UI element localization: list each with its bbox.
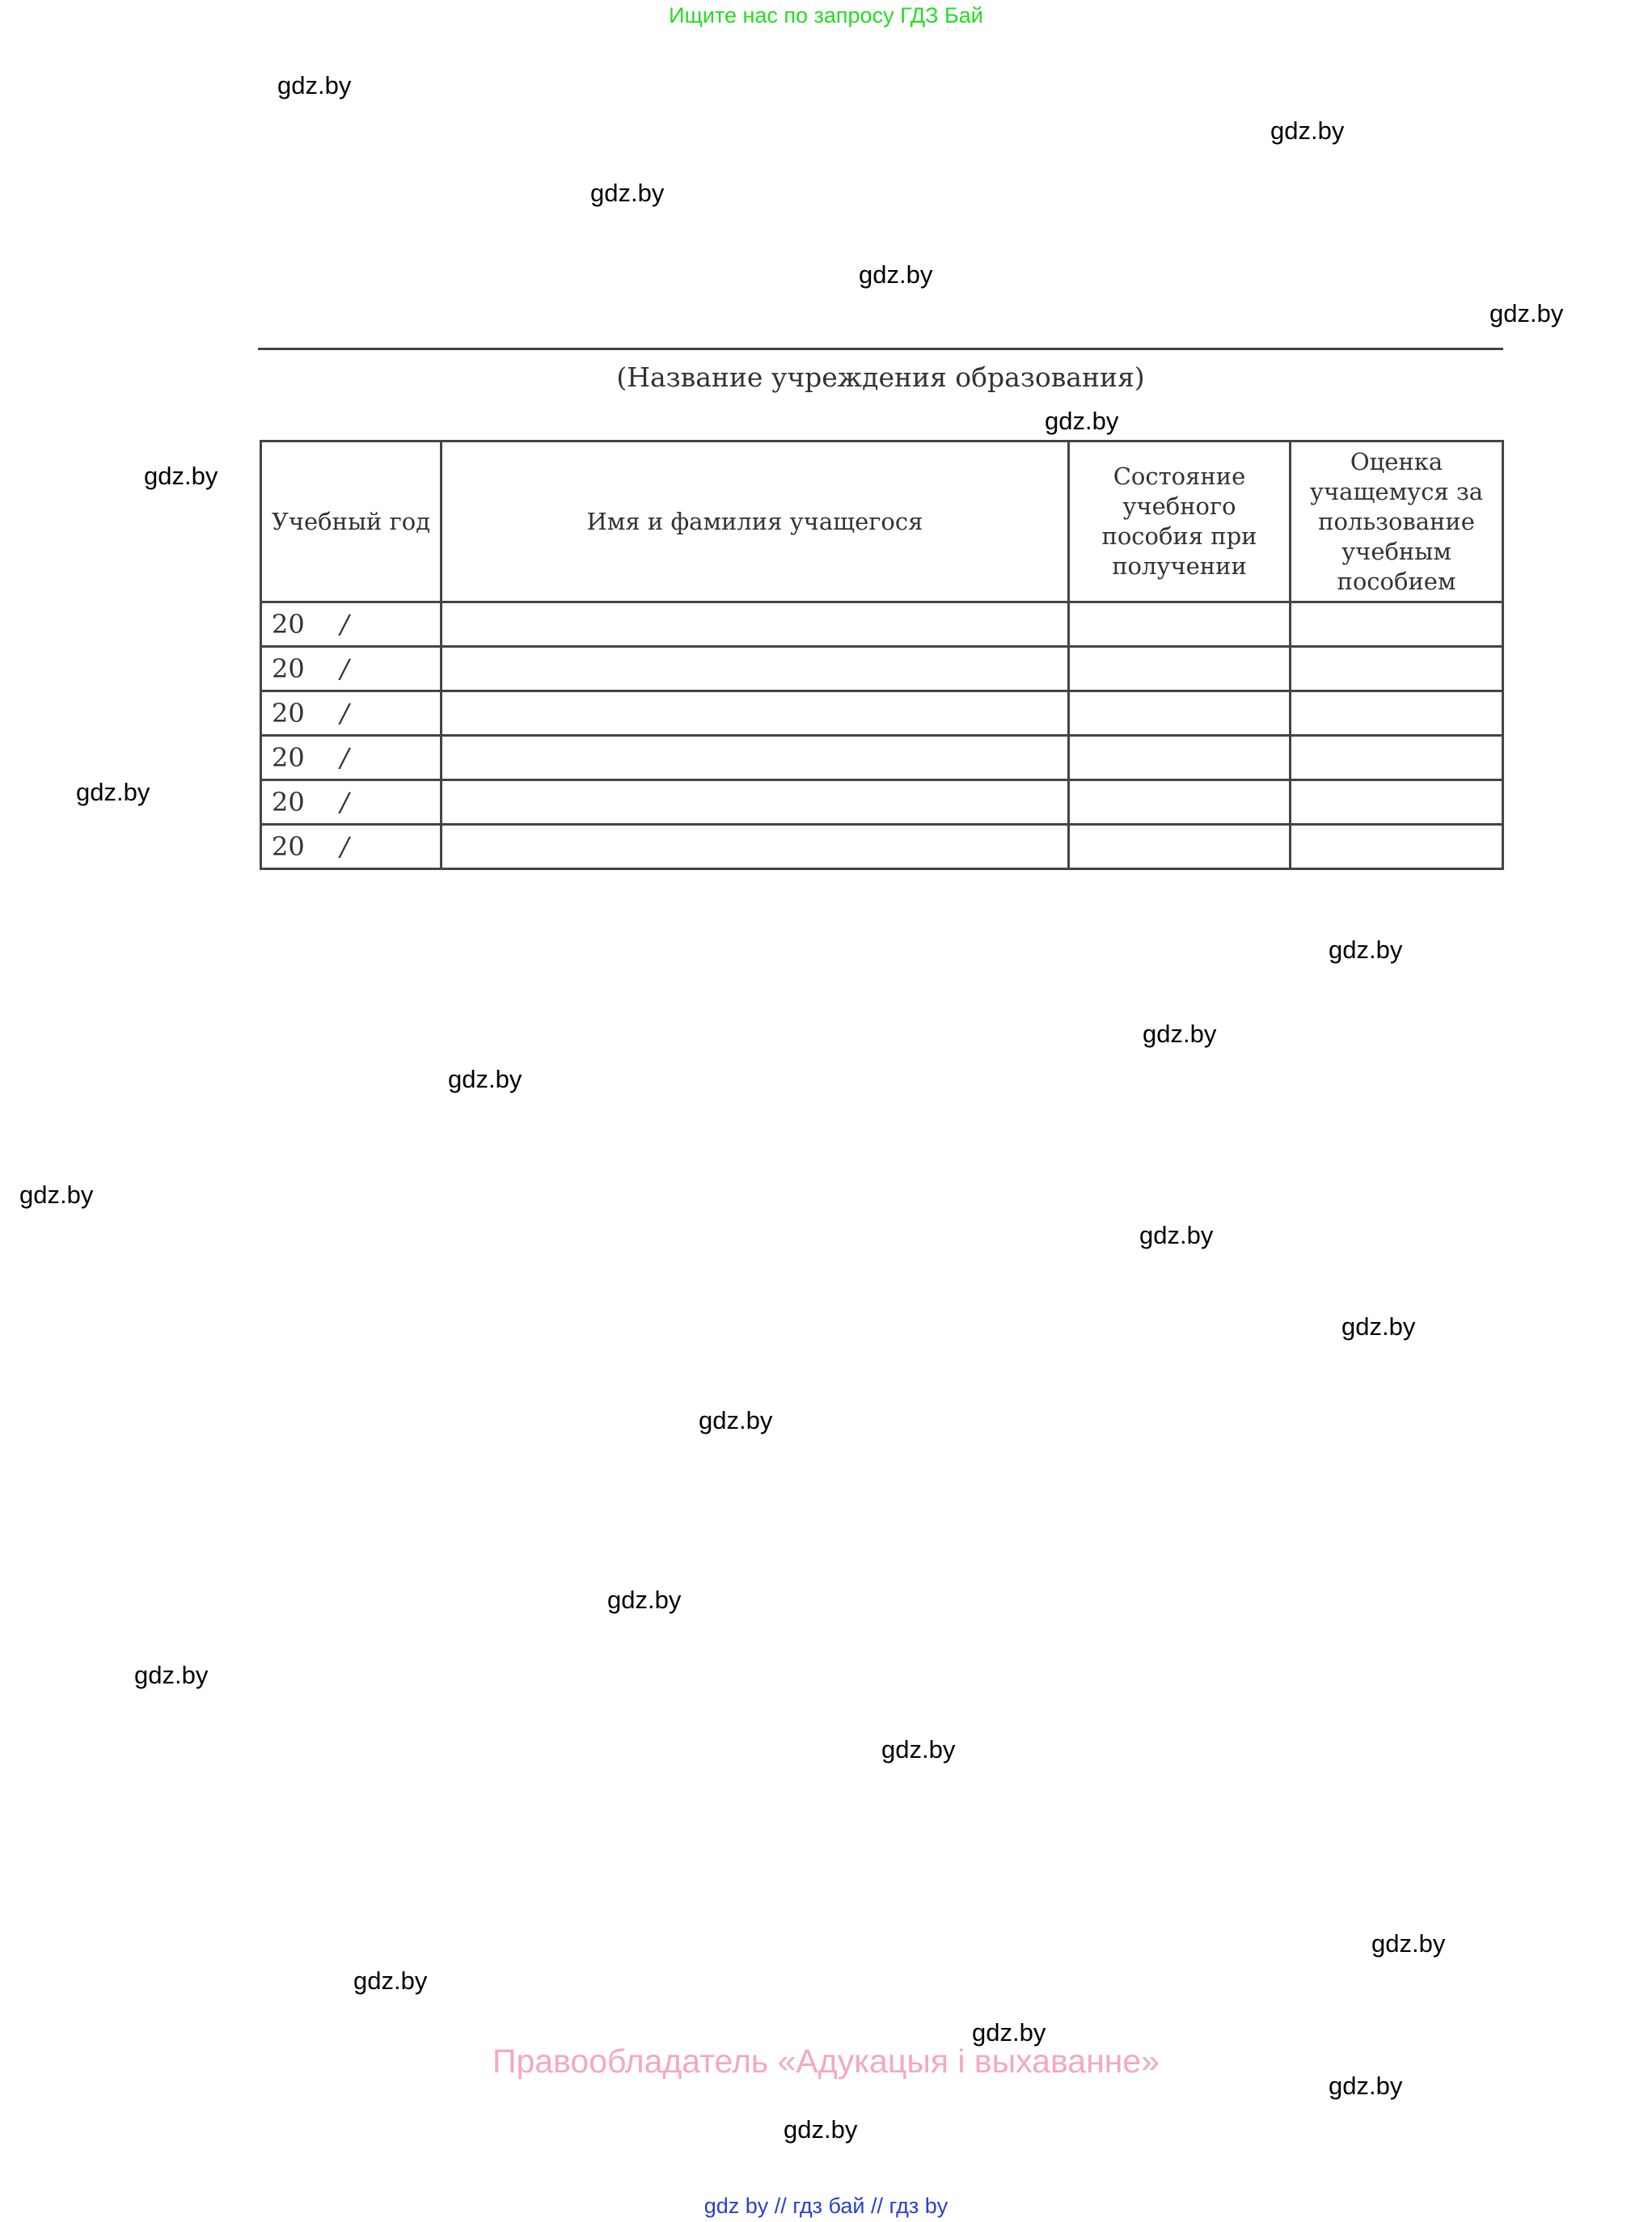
watermark: gdz.by bbox=[1489, 299, 1564, 327]
name-cell[interactable] bbox=[442, 691, 1069, 736]
table-row bbox=[261, 602, 1503, 647]
year-separator: / bbox=[340, 742, 349, 773]
condition-cell[interactable] bbox=[1069, 691, 1291, 736]
year-cell[interactable] bbox=[261, 647, 442, 691]
grade-cell[interactable] bbox=[1291, 691, 1503, 736]
grade-cell[interactable] bbox=[1291, 825, 1503, 869]
institution-caption: (Название учреждения образования) bbox=[616, 361, 1145, 393]
table-row bbox=[261, 736, 1503, 780]
watermark: gdz.by bbox=[1270, 116, 1345, 145]
watermark: gdz.by bbox=[590, 179, 665, 207]
watermark: gdz.by bbox=[699, 1406, 773, 1434]
grade-cell[interactable] bbox=[1291, 602, 1503, 647]
watermark: gdz.by bbox=[277, 71, 352, 99]
bottom-links[interactable]: gdz by // гдз бай // гдз by bbox=[703, 2194, 949, 2218]
condition-cell[interactable] bbox=[1069, 602, 1291, 647]
year-cell[interactable] bbox=[261, 602, 442, 647]
watermark: gdz.by bbox=[144, 462, 218, 490]
watermark: gdz.by bbox=[972, 2018, 1046, 2047]
watermark: gdz.by bbox=[448, 1065, 522, 1093]
condition-cell[interactable] bbox=[1069, 736, 1291, 780]
year-separator: / bbox=[340, 831, 349, 862]
header-school-year: Учебный год bbox=[261, 441, 442, 602]
watermark: gdz.by bbox=[784, 2115, 858, 2144]
top-banner: Ищите нас по запросу ГДЗ Бай bbox=[669, 3, 983, 27]
year-separator: / bbox=[340, 787, 349, 817]
watermark: gdz.by bbox=[881, 1735, 956, 1764]
table-header-row bbox=[261, 441, 1503, 602]
name-cell[interactable] bbox=[442, 736, 1069, 780]
textbook-usage-table bbox=[260, 440, 1504, 870]
copyright-notice: Правообладатель «Адукацыя і выхаванне» bbox=[492, 2042, 1160, 2080]
year-prefix: 20 bbox=[272, 698, 305, 729]
year-separator: / bbox=[340, 609, 349, 640]
watermark: gdz.by bbox=[134, 1661, 209, 1689]
year-prefix: 20 bbox=[272, 653, 305, 684]
name-cell[interactable] bbox=[442, 780, 1069, 825]
condition-cell[interactable] bbox=[1069, 647, 1291, 691]
header-student-grade: Оценка учащемуся за пользование учебным пособием bbox=[1291, 441, 1503, 602]
institution-name-line bbox=[258, 348, 1503, 350]
name-cell[interactable] bbox=[442, 647, 1069, 691]
table-row bbox=[261, 780, 1503, 825]
grade-cell[interactable] bbox=[1291, 780, 1503, 825]
watermark: gdz.by bbox=[76, 778, 150, 806]
watermark: gdz.by bbox=[1329, 2072, 1403, 2100]
table-row bbox=[261, 825, 1503, 869]
year-cell[interactable] bbox=[261, 691, 442, 736]
header-condition-on-receipt: Состояние учебного пособия при получении bbox=[1069, 441, 1291, 602]
watermark: gdz.by bbox=[1329, 936, 1403, 964]
year-cell[interactable] bbox=[261, 736, 442, 780]
grade-cell[interactable] bbox=[1291, 736, 1503, 780]
table-row bbox=[261, 647, 1503, 691]
watermark: gdz.by bbox=[1143, 1020, 1217, 1048]
watermark: gdz.by bbox=[1139, 1221, 1214, 1249]
watermark: gdz.by bbox=[1045, 407, 1119, 435]
condition-cell[interactable] bbox=[1069, 825, 1291, 869]
year-prefix: 20 bbox=[272, 831, 305, 862]
table-row bbox=[261, 691, 1503, 736]
watermark: gdz.by bbox=[859, 260, 933, 289]
watermark: gdz.by bbox=[607, 1586, 682, 1614]
year-prefix: 20 bbox=[272, 787, 305, 817]
year-prefix: 20 bbox=[272, 742, 305, 773]
name-cell[interactable] bbox=[442, 602, 1069, 647]
year-cell[interactable] bbox=[261, 780, 442, 825]
watermark: gdz.by bbox=[19, 1181, 94, 1209]
header-student-name: Имя и фамилия учащегося bbox=[442, 441, 1069, 602]
year-separator: / bbox=[340, 653, 349, 684]
year-separator: / bbox=[340, 698, 349, 729]
year-prefix: 20 bbox=[272, 609, 305, 640]
condition-cell[interactable] bbox=[1069, 780, 1291, 825]
year-cell[interactable] bbox=[261, 825, 442, 869]
watermark: gdz.by bbox=[1341, 1312, 1416, 1341]
watermark: gdz.by bbox=[1371, 1929, 1446, 1958]
watermark: gdz.by bbox=[353, 1966, 428, 1995]
name-cell[interactable] bbox=[442, 825, 1069, 869]
grade-cell[interactable] bbox=[1291, 647, 1503, 691]
